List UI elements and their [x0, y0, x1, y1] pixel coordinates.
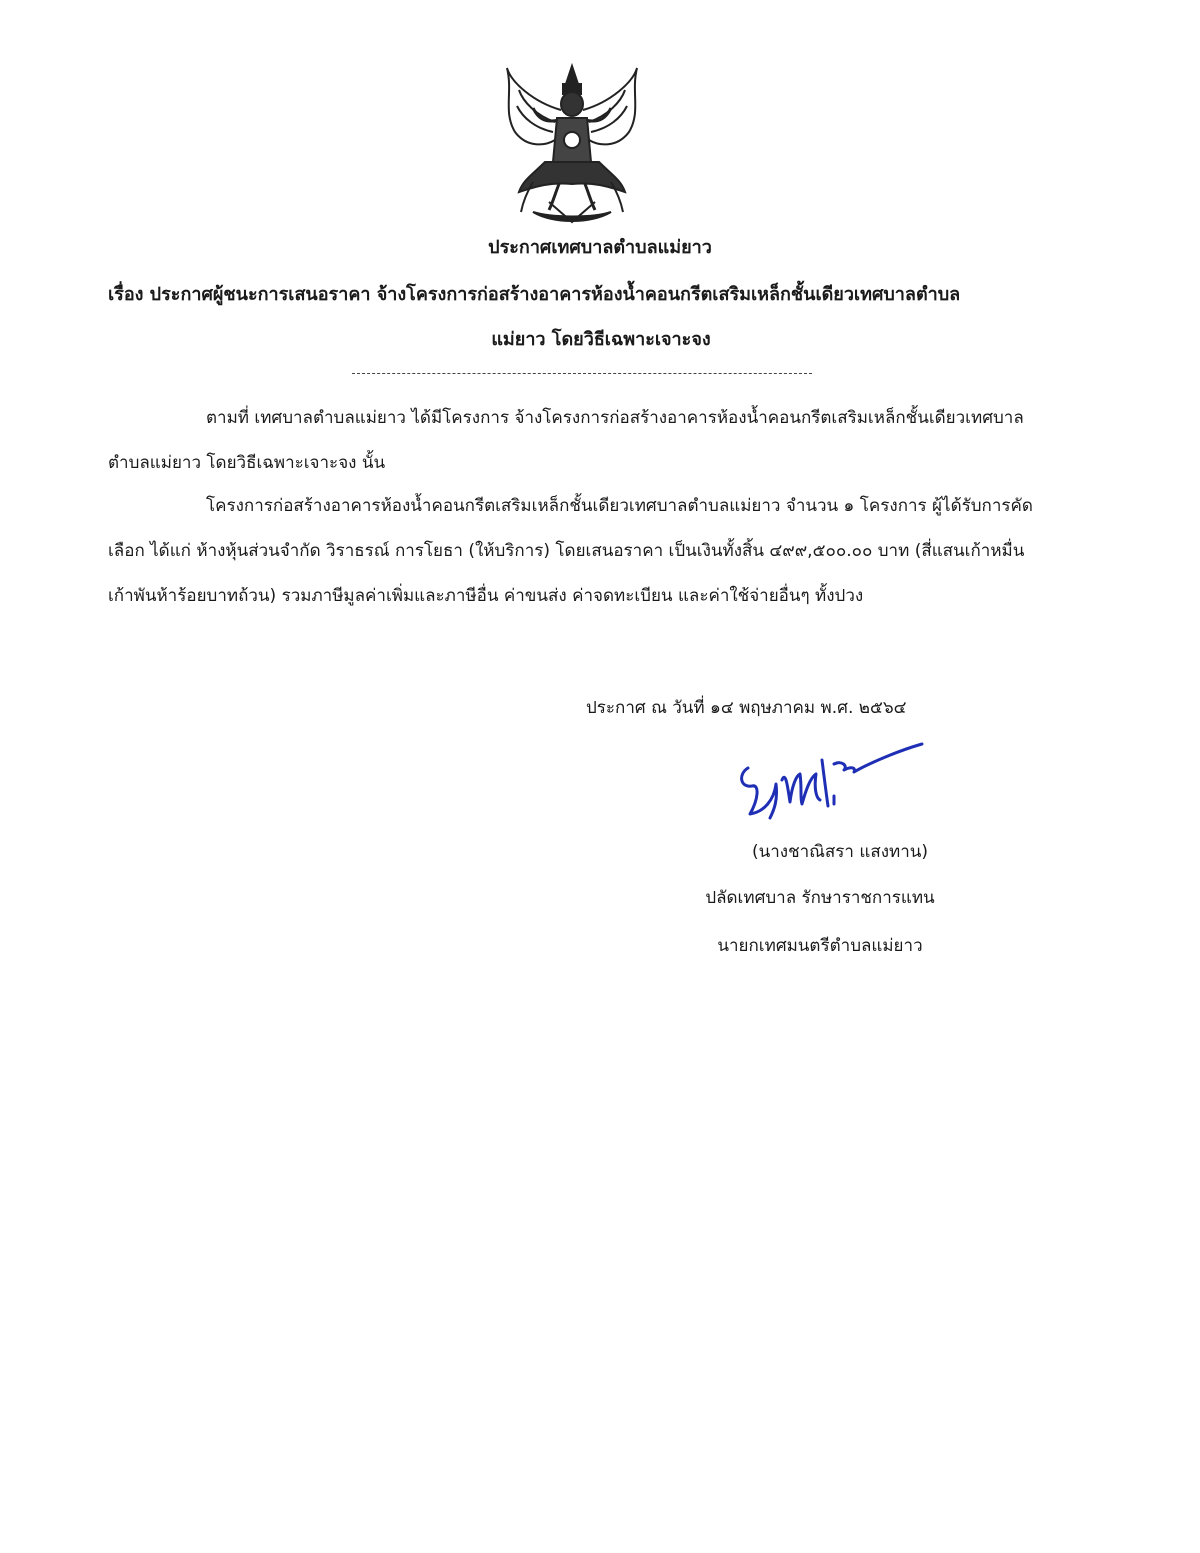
body-paragraph-2: [108, 484, 1038, 619]
paragraph-2-text: โครงการก่อสร้างอาคารห้องน้ำคอนกรีตเสริมเหล็กชั้นเดียวเทศบาลตำบลแม่ยาว จำนวน ๑ โครงการ ผู้ได้รับการคัดเลือก ได้แก่ ห้างหุ้นส่วนจำกัด วิราธรณ์ การโยธา (ให้บริการ) โดยเสนอราคา เป็นเงินทั้งสิ้น ๔๙๙,๕๐๐.๐๐ บาท (สี่แสนเก้าหมื่นเก้าพันห้าร้อยบาทถ้วน) รวมภาษีมูลค่าเพิ่มและภาษีอื่น ค่าขนส่ง ค่าจดทะเบียน และค่าใช้จ่ายอื่นๆ ทั้งปวง: [108, 496, 1033, 606]
signer-name: (นางชาณิสรา แสงทาน): [751, 842, 929, 862]
paragraph-1-text: ตามที่ เทศบาลตำบลแม่ยาว ได้มีโครงการ จ้างโครงการก่อสร้างอาคารห้องน้ำคอนกรีตเสริมเหล็กชั้นเดียวเทศบาลตำบลแม่ยาว โดยวิธีเฉพาะเจาะจง นั้น: [108, 408, 1024, 473]
handwritten-signature: [730, 740, 930, 830]
signer-position-line-2: นายกเทศมนตรีตำบลแม่ยาว: [717, 936, 923, 956]
announcement-subject: [108, 272, 1068, 362]
garuda-emblem-icon: [493, 62, 651, 227]
subject-line-1: เรื่อง ประกาศผู้ชนะการเสนอราคา จ้างโครงการก่อสร้างอาคารห้องน้ำคอนกรีตเสริมเหล็กชั้นเดียวเทศบาลตำบล: [108, 284, 961, 305]
signer-position-line-1: ปลัดเทศบาล รักษาราชการแทน: [705, 888, 935, 908]
body-paragraph-1: [108, 396, 1038, 486]
subject-line-2: แม่ยาว โดยวิธีเฉพาะเจาะจง: [491, 329, 711, 350]
dashed-divider: [352, 373, 812, 374]
announcement-date: ประกาศ ณ วันที่ ๑๔ พฤษภาคม พ.ศ. ๒๕๖๔: [586, 698, 907, 718]
announcement-title: ประกาศเทศบาลตำบลแม่ยาว: [488, 237, 712, 258]
